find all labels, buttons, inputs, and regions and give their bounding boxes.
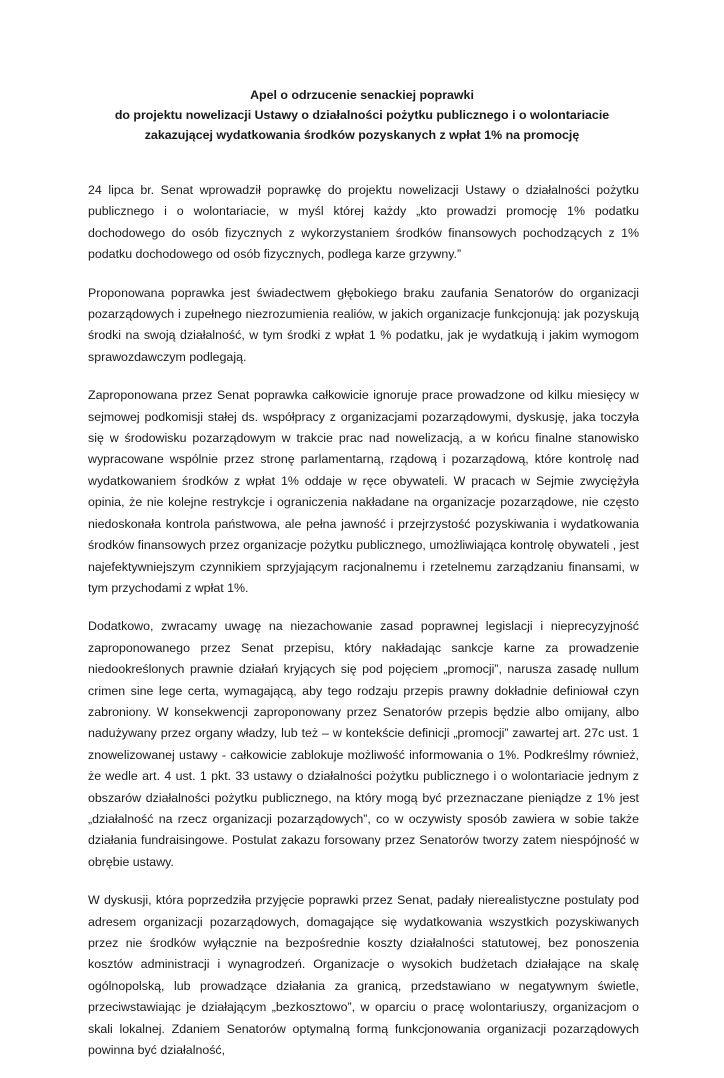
paragraph-5: W dyskusji, która poprzedziła przyjęcie poprawki przez Senat, padały nierealistyczne postulaty pod adresem organizacji pozarządowych, domagające się wydatkowania wszystkich pozyskiwanych przez nie środków wyłącznie na bezpośrednie koszty działalności statutowej, bez ponoszenia kosztów administracji i wynagrodzeń. Organizacje o wysokich budżetach działające na skalę ogólnopolską, lub prowadzące działania za granicą, przedstawiano w negatywnym świetle, przeciwstawiając je działającym „bezkosztowo”, w oparciu o pracę wolontariuszy, organizacjom o skali lokalnej. Zdaniem Senatorów optymalną formą funkcjonowania organizacji pozarządowych powinna być działalność,: [88, 893, 639, 1058]
document-body: [88, 180, 639, 1078]
paragraph-1: 24 lipca br. Senat wprowadził poprawkę do projektu nowelizacji Ustawy o działalności pożytku publicznego i o wolontariacie, w myśl której każdy „kto prowadzi promocję 1% podatku dochodowego do osób fizycznych z wykorzystaniem środków finansowych pochodzących z 1% podatku dochodowego od osób fizycznych, podlega karze grzywny.”: [88, 183, 639, 262]
paragraph-4: Dodatkowo, zwracamy uwagę na niezachowanie zasad poprawnej legislacji i nieprecyzyjność zaproponowanego przez Senat przepisu, który nakładając sankcje karne za prowadzenie niedookreślonych prawnie działań kryjących się pod pojęciem „promocji”, narusza zasadę nullum crimen sine lege certa, wymagającą, aby tego rodzaju przepis prawny dokładnie definiował czyn zabroniony. W konsekwencji zaproponowany przez Senatorów przepis będzie albo omijany, albo nadużywany przez organy władzy, lub też – w kontekście definicji „promocji” zawartej art. 27c ust. 1 znowelizowanej ustawy - całkowicie zablokuje możliwość informowania o 1%. Podkreślmy również, że wedle art. 4 ust. 1 pkt. 33 ustawy o działalności pożytku publicznego i o wolontariacie jednym z obszarów działalności pożytku publicznego, na który mogą być przeznaczane pieniądze z 1% jest „działalność na rzecz organizacji pozarządowych”, co w oczywisty sposób zawiera w sobie także działania fundraisingowe. Postulat zakazu forsowany przez Senatorów tworzy zatem niespójność w obrębie ustawy.: [88, 619, 639, 869]
title-line-1: Apel o odrzucenie senackiej poprawki: [250, 88, 474, 102]
title-line-2: do projektu nowelizacji Ustawy o działalności pożytku publicznego i o wolontariacie: [114, 108, 610, 122]
title-line-3: zakazującej wydatkowania środków pozyskanych z wpłat 1% na promocję: [144, 128, 580, 142]
paragraph-3: Zaproponowana przez Senat poprawka całkowicie ignoruje prace prowadzone od kilku miesięcy w sejmowej podkomisji stałej ds. współpracy z organizacjami pozarządowymi, dyskusję, jaka toczyła się w środowisku pozarządowym w trakcie prac nad nowelizacją, a w końcu finalne stanowisko wypracowane wspólnie przez stronę parlamentarną, rządową i pozarządową, które kontrolę nad wydatkowaniem środków z wpłat 1% oddaje w ręce obywateli. W pracach w Sejmie zwyciężyła opinia, że nie kolejne restrykcje i ograniczenia nakładane na organizacje pozarządowe, nie często niedoskonała kontrola państwowa, ale pełna jawność i przejrzystość pozyskiwania i wydatkowania środków finansowych przez organizacje pożytku publicznego, umożliwiająca kontrolę obywateli , jest najefektywniejszym czynnikiem sprzyjającym racjonalnemu i rzetelnemu zarządzaniu finansami, w tym przychodami z wpłat 1%.: [88, 388, 639, 595]
paragraph-2: Proponowana poprawka jest świadectwem głębokiego braku zaufania Senatorów do organizacji pozarządowych i zupełnego niezrozumienia realiów, w jakich organizacje funkcjonują: jak pozyskują środki na swoją działalność, w tym środki z wpłat 1 % podatku, jak je wydatkują i jakim wymogom sprawozdawczym podlegają.: [88, 285, 639, 364]
document-title: [80, 85, 644, 145]
